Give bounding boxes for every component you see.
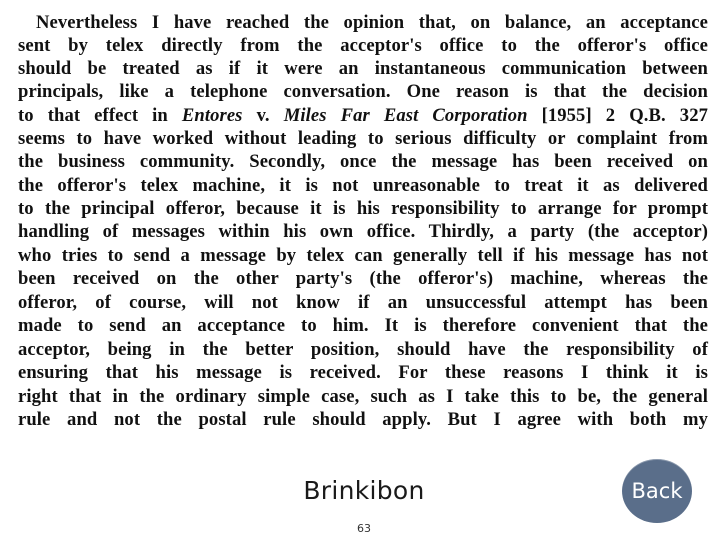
text-line: rule and not the postal rule should apply. But I agree with both my [18, 409, 708, 430]
scanned-text-excerpt [18, 12, 708, 444]
text-line: acceptor, being in the better position, should have the responsibility of [18, 339, 708, 360]
text-line: made to send an acceptance to him. It is therefore convenient that the [18, 315, 708, 336]
text-line: principals, like a telephone conversation. One reason is that the decision [18, 81, 708, 102]
back-button[interactable]: Back [622, 459, 692, 523]
slide-caption: Brinkibon [303, 476, 425, 505]
text-line: Nevertheless I have reached the opinion that, on balance, an acceptance [36, 12, 708, 33]
text-line: ensuring that his message is received. For these reasons I think it is [18, 362, 708, 383]
text-line: handling of messages within his own office. Thirdly, a party (the acceptor) [18, 221, 708, 242]
text-fragment: to that effect in [18, 105, 182, 126]
text-line: seems to have worked without leading to serious difficulty or complaint from [18, 128, 708, 149]
text-line: the offeror's telex machine, it is not unreasonable to treat it as delivered [18, 175, 708, 196]
text-fragment: [1955] 2 Q.B. 327 [527, 105, 708, 126]
text-line: been received on the other party's (the offeror's) machine, whereas the [18, 268, 708, 289]
page-number: 63 [357, 522, 371, 535]
case-name: Entores [181, 105, 243, 126]
case-name: Miles Far East Corporation [283, 105, 528, 126]
text-line: should be treated as if it were an instantaneous communication between [18, 58, 708, 79]
text-line: the business community. Secondly, once the message has been received on [18, 151, 708, 172]
text-line: to the principal offeror, because it is his responsibility to arrange for prompt [18, 198, 708, 219]
text-line-case-citation [18, 105, 708, 127]
text-line: who tries to send a message by telex can generally tell if his message has not [18, 245, 708, 266]
text-line: offeror, of course, will not know if an unsuccessful attempt has been [18, 292, 708, 313]
text-line: right that in the ordinary simple case, such as I take this to be, the general [18, 386, 708, 407]
text-line: sent by telex directly from the acceptor's office to the offeror's office [18, 35, 708, 56]
text-fragment: v. [242, 105, 284, 126]
